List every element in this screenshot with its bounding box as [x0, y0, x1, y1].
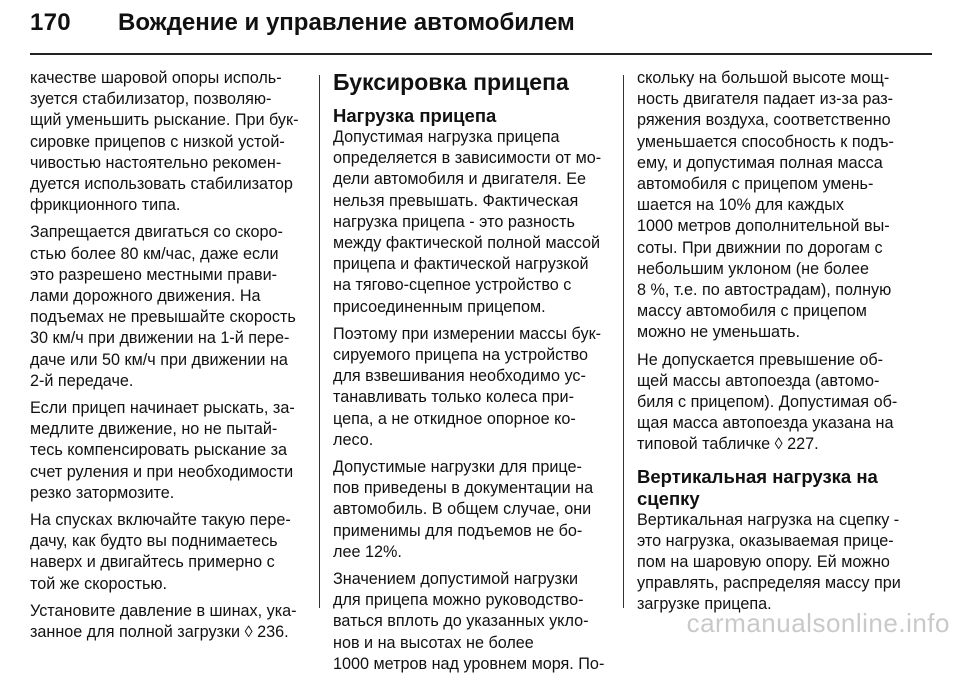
- text-line: ность двигателя падает из-за раз-: [637, 90, 894, 109]
- text-line: фрикционного типа.: [30, 196, 181, 215]
- text-line: лесо.: [333, 430, 374, 449]
- header-divider: [30, 53, 932, 55]
- text-line: автомобиль. В общем случае, они: [333, 500, 592, 519]
- subsection-title-trailer-load: Нагрузка прицепа: [333, 105, 497, 126]
- text-line: Поэтому при измерении массы бук-: [333, 324, 602, 343]
- text-line: шается на 10% для каждых: [637, 196, 844, 215]
- paragraph: [30, 601, 310, 643]
- text-line: применимы для подъемов не бо-: [333, 521, 583, 540]
- text-line: даче или 50 км/ч при движении на: [30, 350, 288, 369]
- text-line: Допустимые нагрузки для прице-: [333, 458, 582, 477]
- text-line: для взвешивания необходимо ус-: [333, 367, 586, 386]
- text-line: уменьшается способность к подъ-: [637, 132, 894, 151]
- text-line: массу автомобиля с прицепом: [637, 302, 867, 321]
- text-line: автомобиля с прицепом умень-: [637, 175, 874, 194]
- text-line: сируемого прицепа на устройство: [333, 346, 589, 365]
- watermark: carmanualsonline.info: [686, 608, 950, 638]
- paragraph: [637, 350, 921, 456]
- text-line: нагрузка прицепа - это разность: [333, 212, 575, 231]
- text-line: биля с прицепом). Допустимая об-: [637, 393, 898, 412]
- text-line: цепа, а не откидное опорное ко-: [333, 409, 576, 428]
- page-header: [0, 0, 960, 60]
- text-line: счет руления и при необходимости: [30, 462, 294, 481]
- text-line: дели автомобиля и двигателя. Ее: [333, 170, 587, 189]
- paragraph: [30, 510, 310, 595]
- text-line: 2-й передаче.: [30, 371, 134, 390]
- text-column-1: [30, 68, 310, 649]
- paragraph: [30, 68, 310, 216]
- text-line: 8 %, т.е. по автострадам), полную: [637, 281, 892, 300]
- text-line: медлите движение, но не пытай-: [30, 420, 278, 439]
- text-line: чивостью настоятельно рекомен-: [30, 153, 282, 172]
- text-line: прицепа и фактической нагрузкой: [333, 255, 589, 274]
- text-line: это разрешено местными прави-: [30, 265, 278, 284]
- column-3-body: [637, 68, 921, 456]
- text-column-2: [333, 68, 615, 681]
- page-number: 170: [30, 9, 71, 36]
- text-line: щая масса автопоезда указана на: [637, 414, 894, 433]
- section-title: Буксировка прицепа: [333, 69, 569, 95]
- column-divider-1: [319, 75, 320, 608]
- text-line: На спусках включайте такую пере-: [30, 511, 291, 530]
- text-line: сировке прицепов с низкой устой-: [30, 132, 285, 151]
- paragraph: [637, 68, 921, 344]
- text-line: резко затормозите.: [30, 483, 175, 502]
- text-line: той же скоростью.: [30, 574, 168, 593]
- paragraph: [637, 510, 921, 616]
- text-line: Допустимая нагрузка прицепа: [333, 128, 560, 146]
- text-line: присоединенным прицепом.: [333, 297, 546, 316]
- text-line: качестве шаровой опоры исполь-: [30, 69, 282, 87]
- text-line: лее 12%.: [333, 542, 402, 561]
- text-line: управлять, распределяя массу при: [637, 574, 901, 593]
- subsection-title-line: Вертикальная нагрузка на: [637, 465, 878, 487]
- text-line: нов и на высотах не более: [333, 633, 534, 652]
- text-line: щий уменьшить рыскание. При бук-: [30, 111, 299, 130]
- subsection-title-vertical-load: [637, 466, 921, 510]
- text-line: лами дорожного движения. На: [30, 287, 261, 306]
- text-line: небольшим уклоном (не более: [637, 259, 869, 278]
- text-line: соты. При движнии по дорогам с: [637, 238, 883, 257]
- text-line: определяется в зависимости от мо-: [333, 149, 602, 168]
- text-line: для прицепа можно руководство-: [333, 591, 584, 610]
- text-line: подъемах не превышайте скорость: [30, 308, 296, 327]
- text-line: щей массы автопоезда (автомо-: [637, 371, 880, 390]
- paragraph: [333, 127, 615, 318]
- paragraph: [30, 222, 310, 392]
- paragraph: [333, 569, 615, 675]
- text-line: танавливать только колеса при-: [333, 388, 574, 407]
- running-title: Вождение и управление автомобилем: [118, 9, 575, 36]
- paragraph: [333, 457, 615, 563]
- text-line: на тягово-сцепное устройство с: [333, 276, 572, 295]
- text-line: между фактической полной массой: [333, 234, 601, 253]
- text-line: типовой табличке ◊ 227.: [637, 435, 819, 454]
- text-line: Запрещается двигаться со скоро-: [30, 223, 283, 242]
- text-line: дуется использовать стабилизатор: [30, 175, 293, 194]
- column-divider-2: [623, 75, 624, 608]
- paragraph: [333, 324, 615, 451]
- text-line: Значением допустимой нагрузки: [333, 570, 579, 589]
- column-3-body-after: [637, 510, 921, 616]
- text-line: Вертикальная нагрузка на сцепку -: [637, 510, 900, 529]
- text-line: можно не уменьшать.: [637, 323, 801, 342]
- text-line: нельзя превышать. Фактическая: [333, 191, 579, 210]
- text-line: 30 км/ч при движении на 1-й пере-: [30, 329, 290, 348]
- text-line: дачу, как будто вы поднимаетесь: [30, 532, 278, 551]
- text-line: пом на шаровую опору. Ей можно: [637, 553, 890, 572]
- text-line: это нагрузка, оказываемая прице-: [637, 531, 894, 550]
- text-line: наверх и двигайтесь примерно с: [30, 553, 275, 572]
- text-line: занное для полной загрузки ◊ 236.: [30, 623, 289, 642]
- column-2-body: [333, 127, 615, 675]
- subsection-title-line: сцепку: [637, 487, 700, 509]
- text-line: Не допускается превышение об-: [637, 350, 884, 369]
- text-line: тесь компенсировать рыскание за: [30, 441, 287, 460]
- paragraph: [30, 398, 310, 504]
- text-line: Если прицеп начинает рыскать, за-: [30, 399, 295, 418]
- text-line: 1000 метров над уровнем моря. По-: [333, 654, 605, 673]
- text-line: 1000 метров дополнительной вы-: [637, 217, 890, 236]
- text-line: ему, и допустимая полная масса: [637, 153, 883, 172]
- text-line: ваться вплоть до указанных укло-: [333, 612, 589, 631]
- text-line: загрузке прицепа.: [637, 595, 772, 614]
- text-line: скольку на большой высоте мощ-: [637, 69, 890, 87]
- text-column-3: [637, 68, 921, 622]
- text-line: Установите давление в шинах, ука-: [30, 601, 297, 620]
- text-line: ряжения воздуха, соответственно: [637, 111, 891, 130]
- text-line: стью более 80 км/час, даже если: [30, 244, 279, 263]
- text-line: зуется стабилизатор, позволяю-: [30, 90, 272, 109]
- text-line: пов приведены в документации на: [333, 479, 594, 498]
